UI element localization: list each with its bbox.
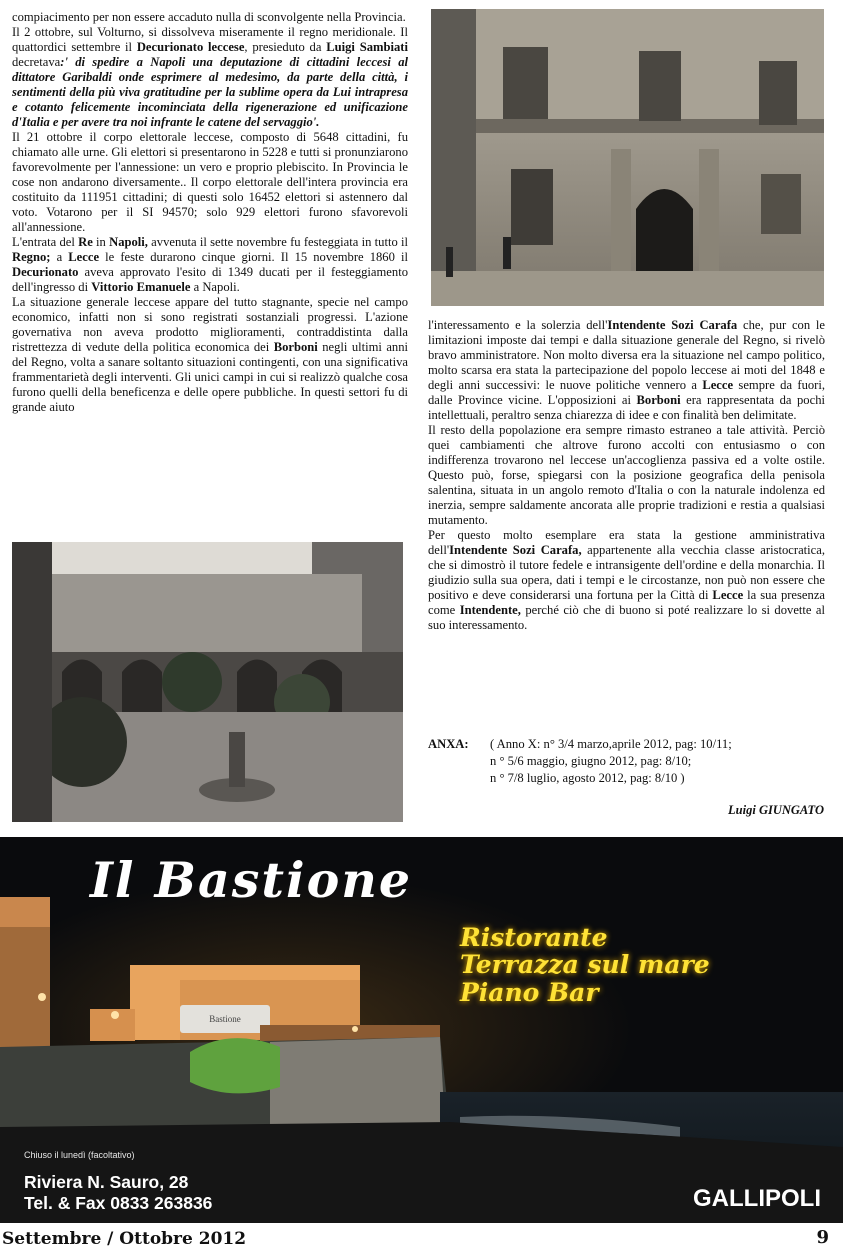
anxa-line: n ° 7/8 luglio, agosto 2012, pag: 8/10 ) (490, 771, 685, 785)
left-article-column (12, 10, 408, 415)
restaurant-sign: Bastione (209, 1014, 241, 1024)
author-signature: Luigi GIUNGATO (728, 803, 824, 817)
anxa-line: n ° 5/6 maggio, giugno 2012, pag: 8/10; (490, 754, 692, 768)
paragraph: Il 21 ottobre il corpo elettorale leccese, composto di 5648 cittadini, fu chiamato alle urne. Gli elettori si presentarono in 5228 e tutti si pronunziarono favorevolmente per l'annessione: un vero e proprio plebiscito. In Provincia le cose non andarono diversamente.. Il corpo elettorale dell'intera provincia era costituito da 111951 cittadini; di questi solo 16452 elettori si astennero dal voto. Votarono per il SI 94570; solo 929 elettori furono sfavorevoli all'annessione. (12, 130, 408, 234)
tagline-terrace: Terrazza sul mare (460, 950, 710, 979)
palace-facade-illustration (431, 9, 824, 306)
paragraph: compiacimento per non essere accaduto nulla di sconvolgente nella Provincia. (12, 10, 406, 24)
anxa-references (428, 736, 828, 787)
paragraph: Il resto della popolazione era sempre rimasto estraneo a tale attività. Perciò quei cambiamenti che altrove furono accolti con entusiasmo o con indifferenza trovarono nel leccese un'accoglienza passiva ed a volte ostile. Questo può, forse, spiegarsi con la posizione geografica della penisola salentina, situata in un angolo remoto d'Italia o con la naturale indolenza ed inerzia, sempre saldamente ancorata alle proprie tradizioni e restia a qualsiasi mutamento. (428, 423, 825, 527)
contact-block (24, 1172, 212, 1214)
tagline-piano-bar: Piano Bar (460, 978, 599, 1007)
closing-day-note: Chiuso il lunedì (facoltativo) (24, 1150, 135, 1160)
paragraph: Il 2 ottobre, sul Volturno, si dissolveva miseramente il regno meridionale. Il quattordici settembre il Decurionato leccese, presieduto da Luigi Sambiati decretava:' di spedire a Napoli una deputazione di cittadini leccesi al dittatore Garibaldi onde esprimere al medesimo, da parte della città, i sentimenti della più viva gratitudine per la sublime opera da Lui intrapresa e cotanto felicemente incominciata della rigenerazione ed unificazione d'Italia e per avere tra noi infrante le catene del servaggio'. (12, 25, 408, 129)
phone-fax: Tel. & Fax 0833 263836 (24, 1193, 213, 1213)
issue-date: Settembre / Ottobre 2012 (2, 1229, 247, 1249)
cloister-courtyard-photo (12, 542, 403, 822)
paragraph: Per questo molto esemplare era stata la gestione amministrativa dell'Intendente Sozi Carafa, appartenente alla vecchia classe aristocratica, che si dimostrò il tutore fedele e intransigente dell'ordine e della monarchia. Il giudizio sulla sua opera, dati i tempi e le circostanze, non può non essere che positivo e deve considerarsi una fortuna per la Città di Lecce la sua presenza come Intendente, perché ciò che di buono si poté realizzare lo si dovette al suo interessamento. (428, 528, 826, 632)
address: Riviera N. Sauro, 28 (24, 1172, 189, 1192)
anxa-line: ( Anno X: n° 3/4 marzo,aprile 2012, pag: 10/11; (490, 737, 732, 751)
restaurant-name: Il Bastione (90, 851, 413, 909)
city-name: GALLIPOLI (693, 1185, 821, 1212)
paragraph: La situazione generale leccese appare del tutto stagnante, specie nel campo economico, infatti non si sono registrati sostanziali progressi. L'azione governativa non aveva prodotto miglioramenti, contraddistinta dalla ristrettezza di vedute della politica economica dei Borboni negli ultimi anni del Regno, volta a sanare soltanto situazioni contingenti, con una significativa frammentarietà degli interventi. Gli unici campi in cui si realizzò qualche cosa furono quelli della beneficenza e delle opere pubbliche. In questi settori fu di grande aiuto (12, 295, 409, 414)
cloister-illustration (12, 542, 403, 822)
paragraph: L'entrata del Re in Napoli, avvenuta il sette novembre fu festeggiata in tutto il Regno; a Lecce le feste durarono cinque giorni. Il 15 novembre 1860 il Decurionato aveva approvato l'esito di 1349 ducati per il festeggiamento dell'ingresso di Vittorio Emanuele a Napoli. (12, 235, 409, 294)
palace-facade-photo (431, 9, 824, 306)
paragraph: l'interessamento e la solerzia dell'Intendente Sozi Carafa che, pur con le limitazioni imposte dai tempi e dalla situazione generale del Regno, si rivelò bravo amministratore. Non molto diversa era la situazione nel campo politico, molto scarsa era stata la partecipazione del popolo leccese ai moti del 1848 e degli anni successivi: le nuove politiche vennero a Lecce sempre da fuori, dalle Province vicine. L'opposizioni ai Borboni era rappresentata da pochi intellettuali, peraltro senza chiarezza di idee e con finalità ben delimitate. (428, 318, 826, 422)
restaurant-advertisement (0, 837, 843, 1223)
anxa-label: ANXA: (428, 737, 469, 751)
right-article-column (428, 318, 825, 633)
tagline-restaurant: Ristorante (460, 923, 608, 952)
page-number: 9 (816, 1227, 829, 1248)
